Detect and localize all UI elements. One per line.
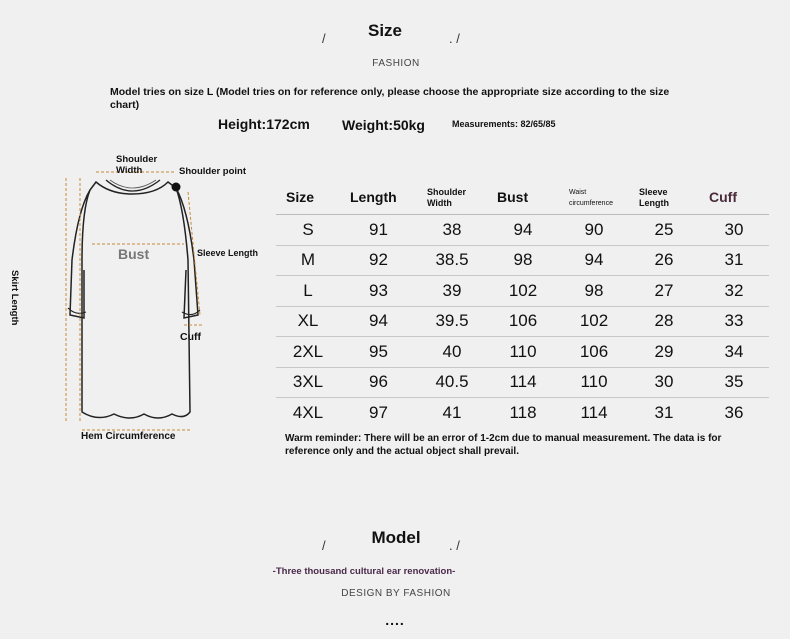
- header-sleeve-length: Sleeve Length: [629, 181, 699, 215]
- cell: 91: [340, 215, 417, 246]
- cell: 97: [369, 402, 388, 422]
- cell: 114: [580, 402, 608, 422]
- design-credit: DESIGN BY FASHION: [341, 588, 451, 599]
- cell: 110: [487, 337, 559, 368]
- cell: 102: [487, 276, 559, 307]
- table-row: [276, 245, 769, 276]
- cell: 34: [699, 337, 769, 368]
- size-chart-table: [276, 181, 769, 428]
- label-cuff: Cuff: [180, 331, 201, 343]
- table-row: [276, 337, 769, 368]
- tagline: -Three thousand cultural ear renovation-: [272, 566, 456, 577]
- label-bust: Bust: [118, 246, 150, 262]
- cell: 32: [699, 276, 769, 307]
- label-shoulder-width: Shoulder Width: [116, 154, 158, 176]
- cell: 4XL: [292, 402, 324, 422]
- page-subtitle: FASHION: [372, 58, 420, 69]
- cell: 33: [699, 306, 769, 337]
- cell: 94: [559, 245, 629, 276]
- label-skirt-length: Skirt Length: [9, 270, 20, 326]
- header-waist: Waist circumference: [559, 181, 629, 215]
- label-hem-circumference: Hem Circumference: [81, 431, 176, 442]
- decorative-slash: /: [322, 538, 326, 553]
- cell: 118: [509, 402, 537, 422]
- header-length: Length: [340, 181, 417, 215]
- cell: 40.5: [417, 367, 487, 398]
- cell: XL: [276, 306, 340, 337]
- footer-dots: ....: [385, 612, 405, 628]
- cell: 41: [442, 402, 462, 422]
- table-row: [276, 367, 769, 398]
- label-shoulder-point: Shoulder point: [179, 166, 247, 177]
- cell: 106: [487, 306, 559, 337]
- cell: 36: [724, 402, 744, 422]
- shoulder-point-marker: [172, 183, 181, 192]
- neckline: [106, 180, 160, 191]
- section-title-model: Model: [371, 528, 421, 547]
- cell: 40: [417, 337, 487, 368]
- cell: 31: [654, 402, 674, 422]
- cell: 39.5: [417, 306, 487, 337]
- cell: 30: [629, 367, 699, 398]
- cell: 3XL: [276, 367, 340, 398]
- cell: 106: [559, 337, 629, 368]
- header-shoulder-width: Shoulder Width: [417, 181, 487, 215]
- cell: 102: [559, 306, 629, 337]
- cell: L: [276, 276, 340, 307]
- model-weight: Weight:50kg: [342, 117, 425, 133]
- cell: 31: [699, 245, 769, 276]
- cell: 114: [487, 367, 559, 398]
- cell: 96: [340, 367, 417, 398]
- decorative-slash: /: [322, 31, 326, 46]
- cell: 27: [629, 276, 699, 307]
- cell: 29: [629, 337, 699, 368]
- model-height: Height:172cm: [218, 116, 310, 132]
- cell: S: [276, 215, 340, 246]
- cell: 98: [487, 245, 559, 276]
- cell: 26: [629, 245, 699, 276]
- cell: 94: [487, 215, 559, 246]
- table-row: [276, 398, 769, 428]
- table-header-row: [276, 181, 769, 215]
- table-row: [276, 306, 769, 337]
- table-row: [276, 215, 769, 246]
- cell: 93: [340, 276, 417, 307]
- cell: 28: [629, 306, 699, 337]
- header-bust: Bust: [487, 181, 559, 215]
- cell: 92: [340, 245, 417, 276]
- model-note: Model tries on size L (Model tries on for reference only, please choose the appropriate size according to the size chart): [110, 86, 670, 111]
- cell: M: [276, 245, 340, 276]
- cell: 95: [340, 337, 417, 368]
- cell: 38.5: [417, 245, 487, 276]
- cell: 110: [559, 367, 629, 398]
- cell: 2XL: [276, 337, 340, 368]
- cell: 90: [559, 215, 629, 246]
- warm-reminder: Warm reminder: There will be an error of 1-2cm due to manual measurement. The data is for reference only and the actual object shall prevail.: [285, 433, 722, 457]
- cell: 30: [699, 215, 769, 246]
- cell: 25: [629, 215, 699, 246]
- model-measurements: Measurements: 82/65/85: [452, 119, 556, 129]
- dress-diagram: [40, 150, 280, 450]
- dress-body-outline: [82, 182, 190, 418]
- header-cuff: Cuff: [699, 181, 769, 215]
- cell: 98: [559, 276, 629, 307]
- label-sleeve-length: Sleeve Length: [197, 248, 259, 258]
- cell: 38: [417, 215, 487, 246]
- cell: 39: [417, 276, 487, 307]
- decorative-dot-slash: . /: [449, 538, 460, 553]
- page-title: Size: [367, 21, 403, 40]
- cell: 35: [699, 367, 769, 398]
- header-size: Size: [276, 181, 340, 215]
- cell: 94: [340, 306, 417, 337]
- decorative-dot-slash: . /: [449, 31, 460, 46]
- table-row: [276, 276, 769, 307]
